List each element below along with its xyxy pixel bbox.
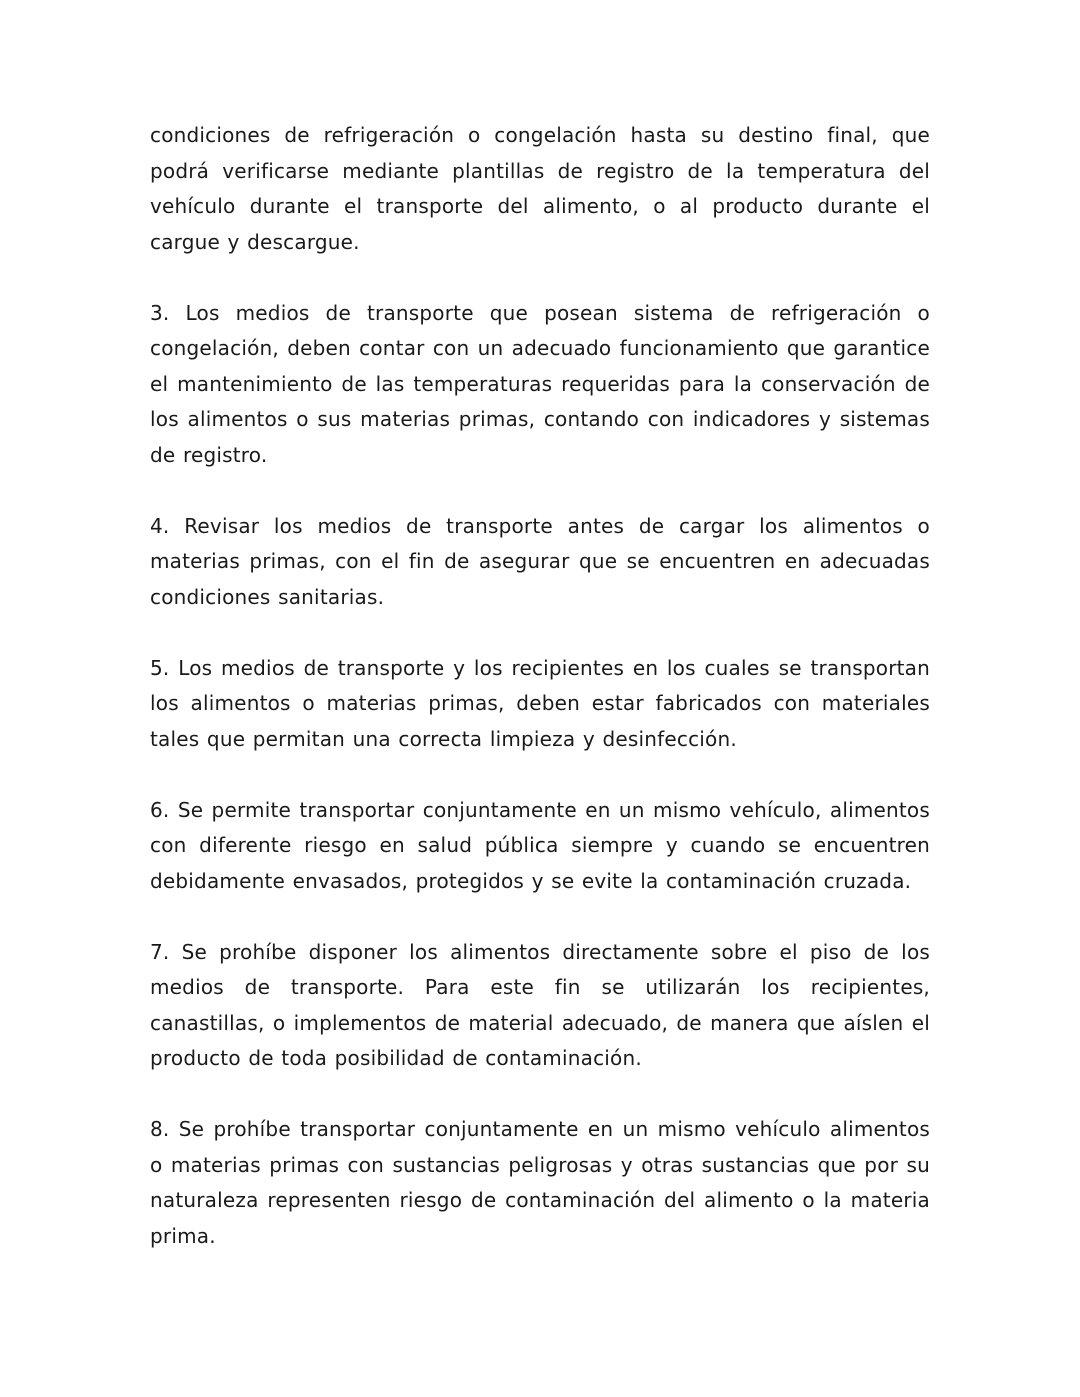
- paragraph-item-4: 4. Revisar los medios de transporte antes de cargar los alimentos o materias primas, con el fin de asegurar que se encuentren en adecuadas condiciones sanitarias.: [150, 513, 930, 609]
- paragraph-item-7: 7. Se prohíbe disponer los alimentos directamente sobre el piso de los medios de transporte. Para este fin se utilizarán los recipientes, canastillas, o implementos de material adecuado, de manera que aíslen el producto de toda posibilidad de contaminación.: [150, 939, 930, 1070]
- paragraph-continuation: condiciones de refrigeración o congelación hasta su destino final, que podrá verificarse mediante plantillas de registro de la temperatura del vehículo durante el transporte del alimento, o al producto durante el cargue y descargue.: [150, 123, 930, 254]
- document-page: [150, 118, 930, 1254]
- paragraph-item-8: 8. Se prohíbe transportar conjuntamente en un mismo vehículo alimentos o materias primas con sustancias peligrosas y otras sustancias que por su naturaleza representen riesgo de contaminación del alimento o la materia prima.: [150, 1117, 930, 1248]
- paragraph-item-6: 6. Se permite transportar conjuntamente en un mismo vehículo, alimentos con diferente riesgo en salud pública siempre y cuando se encuentren debidamente envasados, protegidos y se evite la contaminación cruzada.: [150, 797, 930, 893]
- paragraph-item-3: 3. Los medios de transporte que posean sistema de refrigeración o congelación, deben contar con un adecuado funcionamiento que garantice el mantenimiento de las temperaturas requeridas para la conservación de los alimentos o sus materias primas, contando con indicadores y sistemas de registro.: [150, 300, 930, 467]
- paragraph-item-5: 5. Los medios de transporte y los recipientes en los cuales se transportan los alimentos o materias primas, deben estar fabricados con materiales tales que permitan una correcta limpieza y desinfección.: [150, 655, 930, 751]
